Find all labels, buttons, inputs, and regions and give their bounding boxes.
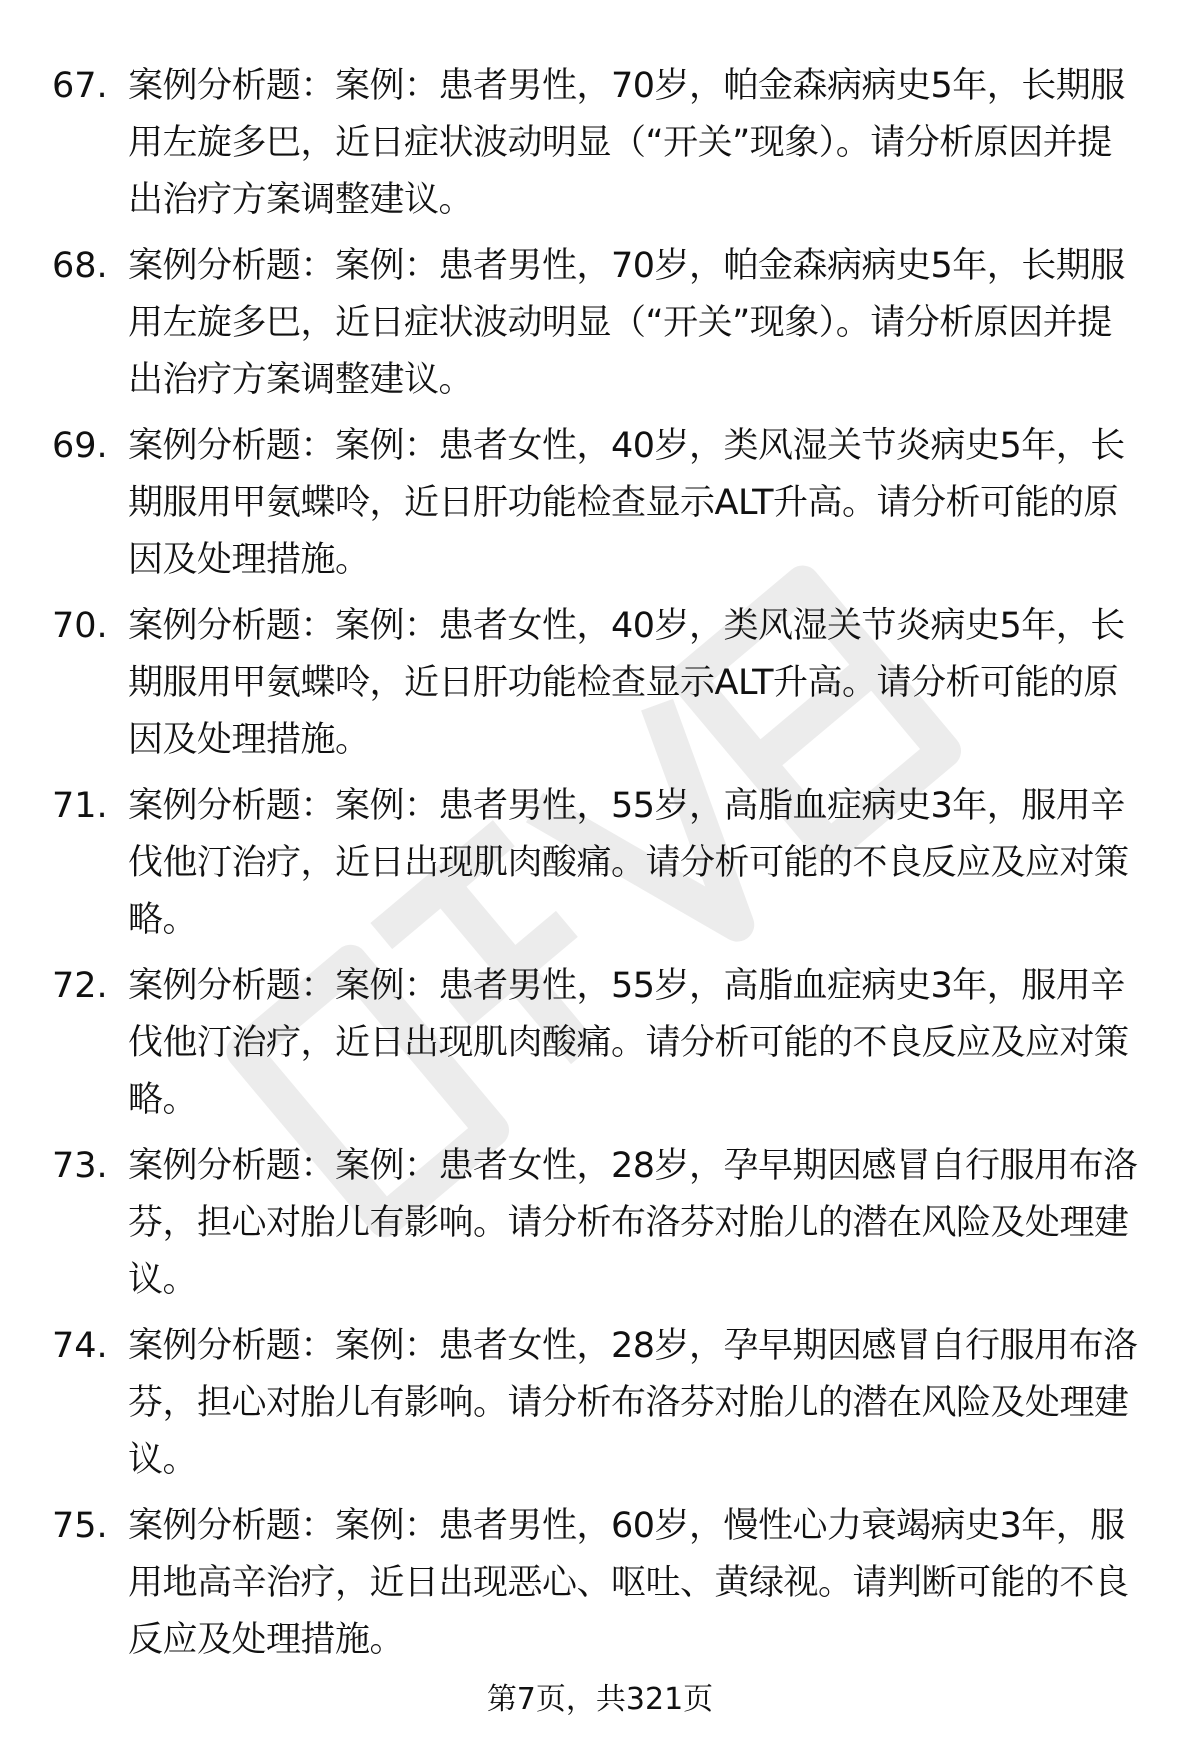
question-number: 67. — [52, 66, 108, 106]
question-item — [0, 418, 1200, 598]
question-item — [0, 238, 1200, 418]
question-number: 75. — [52, 1506, 108, 1546]
question-list — [0, 58, 1200, 1678]
question-text: 案例分析题：案例：患者女性，28岁，孕早期因感冒自行服用布洛芬，担心对胎儿有影响。请分析布洛芬对胎儿的潜在风险及处理建议。 — [128, 1326, 1138, 1480]
question-item — [0, 1318, 1200, 1498]
question-number: 68. — [52, 246, 108, 286]
question-text: 案例分析题：案例：患者男性，55岁，高脂血症病史3年，服用辛伐他汀治疗，近日出现肌肉酸痛。请分析可能的不良反应及应对策略。 — [128, 786, 1129, 940]
question-text: 案例分析题：案例：患者男性，60岁，慢性心力衰竭病史3年，服用地高辛治疗，近日出现恶心、呕吐、黄绿视。请判断可能的不良反应及处理措施。 — [128, 1506, 1129, 1660]
question-item — [0, 778, 1200, 958]
question-number: 72. — [52, 966, 108, 1006]
question-text: 案例分析题：案例：患者男性，70岁，帕金森病病史5年，长期服用左旋多巴，近日症状波动明显（“开关”现象）。请分析原因并提出治疗方案调整建议。 — [128, 246, 1125, 400]
question-text: 案例分析题：案例：患者男性，55岁，高脂血症病史3年，服用辛伐他汀治疗，近日出现肌肉酸痛。请分析可能的不良反应及应对策略。 — [128, 966, 1129, 1120]
question-item — [0, 958, 1200, 1138]
question-number: 70. — [52, 606, 108, 646]
question-item — [0, 1138, 1200, 1318]
question-number: 74. — [52, 1326, 108, 1366]
question-text: 案例分析题：案例：患者女性，40岁，类风湿关节炎病史5年，长期服用甲氨蝶呤，近日肝功能检查显示ALT升高。请分析可能的原因及处理措施。 — [128, 426, 1125, 580]
question-text: 案例分析题：案例：患者女性，28岁，孕早期因感冒自行服用布洛芬，担心对胎儿有影响。请分析布洛芬对胎儿的潜在风险及处理建议。 — [128, 1146, 1138, 1300]
question-number: 71. — [52, 786, 108, 826]
question-item — [0, 598, 1200, 778]
question-item — [0, 58, 1200, 238]
question-item — [0, 1498, 1200, 1678]
question-text: 案例分析题：案例：患者男性，70岁，帕金森病病史5年，长期服用左旋多巴，近日症状波动明显（“开关”现象）。请分析原因并提出治疗方案调整建议。 — [128, 66, 1125, 220]
question-text: 案例分析题：案例：患者女性，40岁，类风湿关节炎病史5年，长期服用甲氨蝶呤，近日肝功能检查显示ALT升高。请分析可能的原因及处理措施。 — [128, 606, 1125, 760]
question-number: 73. — [52, 1146, 108, 1186]
page-number-footer: 第7页，共321页 — [486, 1682, 714, 1717]
question-number: 69. — [52, 426, 108, 466]
